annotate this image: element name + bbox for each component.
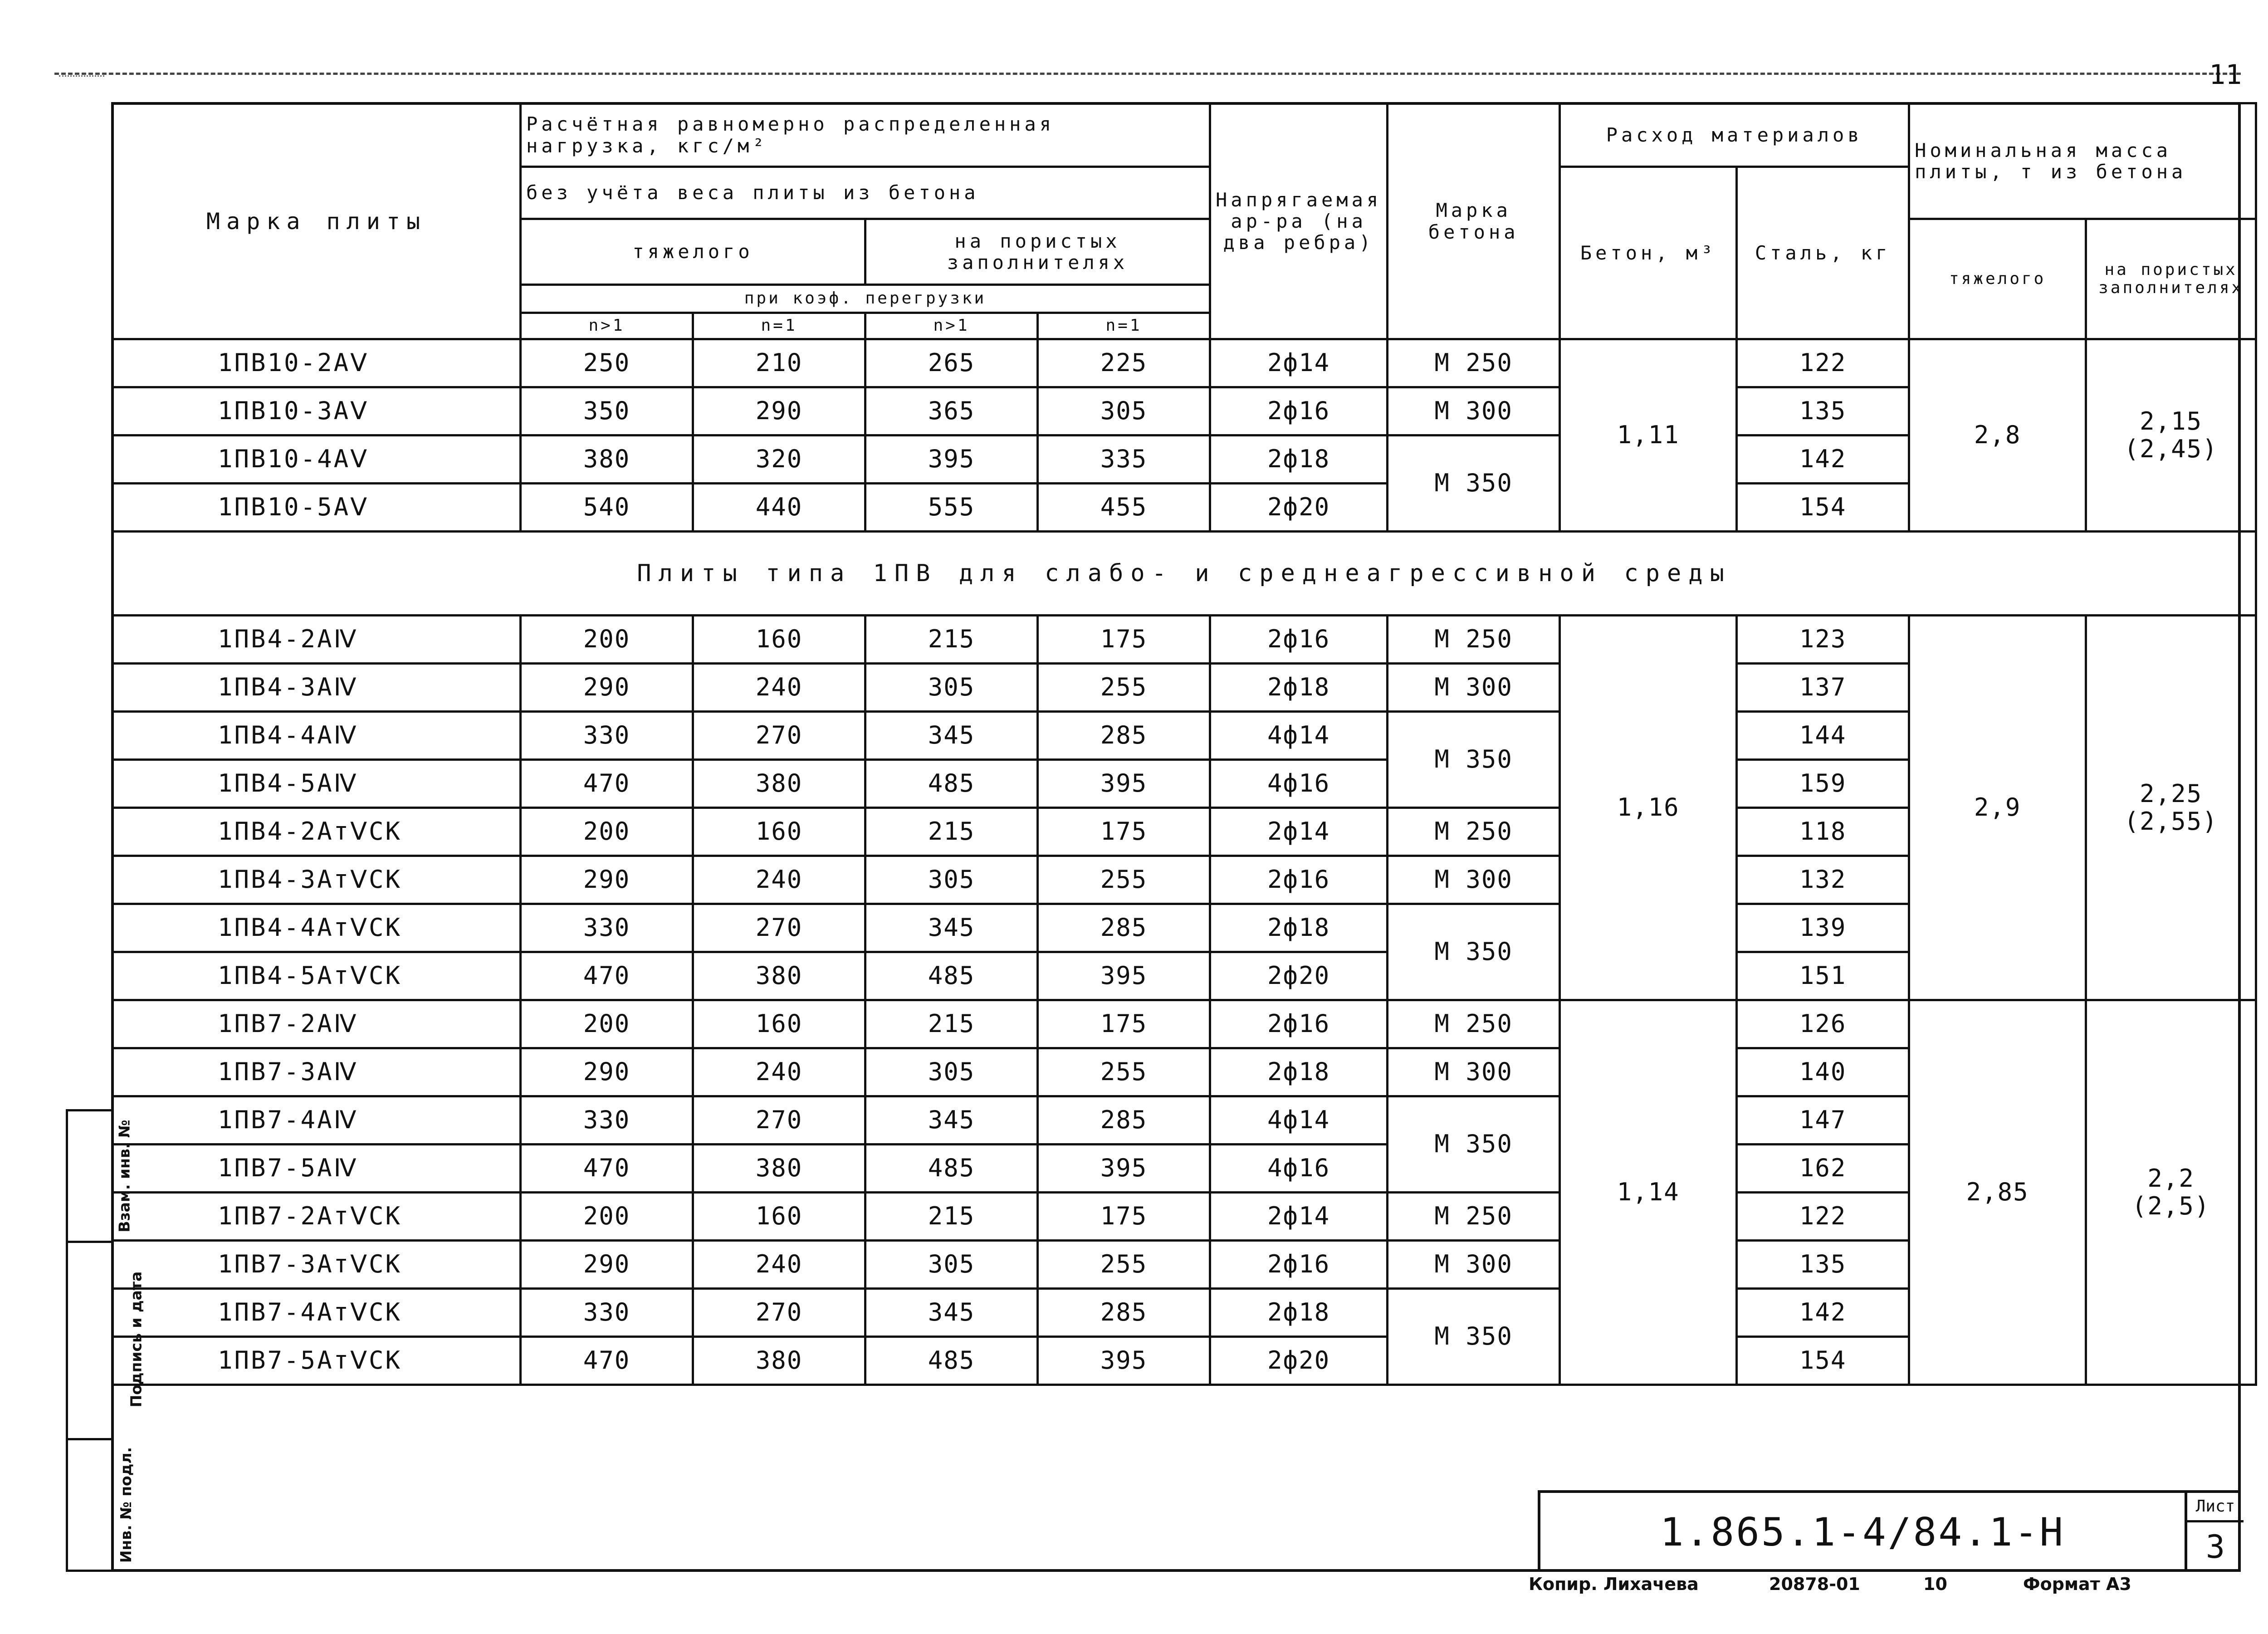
steel-mass: 122 [1737,339,1909,387]
header-steel-kg: Сталь, кг [1737,167,1909,339]
section-caption: Плиты типа 1ПВ для слабо- и среднеагрессивной среды [112,532,2256,616]
load-porous-n-eq1: 395 [1038,1337,1210,1385]
steel-mass: 132 [1737,856,1909,904]
group-3-rows [112,1000,2256,1385]
mass-porous-value: 2,25 [2140,779,2203,808]
load-porous-n-gt1: 215 [865,808,1038,856]
plate-mark: 1ПВ7-5АⅣ [112,1145,521,1193]
plate-mark: 1ПВ4-5АⅣ [112,760,521,808]
header-without-weight: без учёта веса плиты из бетона [521,167,1210,219]
plate-mark: 1ПВ4-3АтⅤСК [112,856,521,904]
format-label: Формат А3 [2023,1574,2131,1594]
steel-mass: 123 [1737,616,1909,664]
plate-mark: 1ПВ10-3АⅤ [112,387,521,435]
plate-mark: 1ПВ7-5АтⅤСК [112,1337,521,1385]
load-heavy-n-gt1: 200 [521,808,693,856]
rebar: 4ф16 [1210,760,1388,808]
header-overload: при коэф. перегрузки [521,285,1210,313]
header-materials: Расход материалов [1560,103,1909,167]
load-heavy-n-gt1: 200 [521,1193,693,1241]
concrete-grade: М 350 [1388,1289,1560,1385]
table-row [112,339,2256,387]
plate-mark: 1ПВ4-4АтⅤСК [112,904,521,952]
load-porous-n-gt1: 395 [865,435,1038,484]
load-heavy-n-gt1: 330 [521,1096,693,1145]
steel-mass: 137 [1737,664,1909,712]
concrete-grade: М 300 [1388,387,1560,435]
concrete-grade: М 350 [1388,435,1560,532]
steel-mass: 147 [1737,1096,1909,1145]
plate-mark: 1ПВ7-3АⅣ [112,1048,521,1096]
header-rebar: Напрягаемая ар-ра (на два ребра) [1210,103,1388,339]
concrete-volume: 1,16 [1560,616,1737,1000]
load-porous-n-gt1: 305 [865,1241,1038,1289]
load-porous-n-gt1: 365 [865,387,1038,435]
header-heavy: тяжелого [521,219,865,285]
load-heavy-n-eq1: 380 [693,952,865,1000]
rebar: 2ф18 [1210,664,1388,712]
table-row [112,616,2256,664]
concrete-grade: М 350 [1388,1096,1560,1193]
plate-mark: 1ПВ10-4АⅤ [112,435,521,484]
load-porous-n-eq1: 175 [1038,808,1210,856]
document-code: 1.865.1-4/84.1-Н [1660,1510,2065,1555]
load-heavy-n-gt1: 200 [521,1000,693,1048]
concrete-grade: М 300 [1388,1048,1560,1096]
load-heavy-n-eq1: 210 [693,339,865,387]
top-dashed-line [54,73,2241,75]
concrete-grade: М 250 [1388,1193,1560,1241]
rebar: 2ф20 [1210,1337,1388,1385]
mass-porous [2086,339,2256,532]
load-porous-n-gt1: 485 [865,1337,1038,1385]
title-block [1538,1490,2241,1572]
load-porous-n-eq1: 175 [1038,616,1210,664]
load-porous-n-eq1: 225 [1038,339,1210,387]
load-heavy-n-gt1: 290 [521,1048,693,1096]
load-porous-n-eq1: 285 [1038,1289,1210,1337]
concrete-grade: М 350 [1388,712,1560,808]
signature-date-label: Подпись и дата [127,1271,145,1408]
load-porous-n-eq1: 255 [1038,1048,1210,1096]
load-porous-n-eq1: 455 [1038,484,1210,532]
load-porous-n-eq1: 255 [1038,1241,1210,1289]
left-dotted-line [59,75,104,77]
concrete-volume: 1,11 [1560,339,1737,532]
load-heavy-n-gt1: 290 [521,1241,693,1289]
load-heavy-n-eq1: 380 [693,1145,865,1193]
header-porous: на пористых заполнителях [865,219,1210,285]
plate-mark: 1ПВ7-3АтⅤСК [112,1241,521,1289]
mass-porous-alt-value: (2,5) [2131,1191,2210,1220]
concrete-grade: М 300 [1388,856,1560,904]
mass-porous-value: 2,2 [2147,1164,2195,1193]
load-porous-n-gt1: 485 [865,952,1038,1000]
load-porous-n-eq1: 255 [1038,664,1210,712]
load-heavy-n-eq1: 290 [693,387,865,435]
plate-mark: 1ПВ7-4АтⅤСК [112,1289,521,1337]
load-heavy-n-gt1: 330 [521,712,693,760]
load-heavy-n-eq1: 270 [693,712,865,760]
table-row [112,1000,2256,1048]
header-concrete-m3: Бетон, м³ [1560,167,1737,339]
rebar: 2ф14 [1210,339,1388,387]
rebar: 4ф16 [1210,1145,1388,1193]
steel-mass: 118 [1737,808,1909,856]
load-heavy-n-eq1: 160 [693,616,865,664]
steel-mass: 162 [1737,1145,1909,1193]
specification-table [111,102,2257,1386]
mass-heavy: 2,85 [1909,1000,2086,1385]
load-heavy-n-gt1: 380 [521,435,693,484]
load-porous-n-gt1: 345 [865,712,1038,760]
steel-mass: 135 [1737,1241,1909,1289]
plate-mark: 1ПВ4-2АⅣ [112,616,521,664]
header-concrete-grade: Марка бетона [1388,103,1560,339]
load-heavy-n-eq1: 240 [693,664,865,712]
header-load-title: Расчётная равномерно распределенная нагрузка, кгс/м² [521,103,1210,167]
rebar: 4ф14 [1210,1096,1388,1145]
plate-mark: 1ПВ10-2АⅤ [112,339,521,387]
rebar: 2ф18 [1210,435,1388,484]
concrete-grade: М 350 [1388,904,1560,1000]
group-2-rows [112,616,2256,1000]
orig-inv-label: Инв. № подл. [117,1447,135,1563]
load-porous-n-gt1: 345 [865,904,1038,952]
load-porous-n-eq1: 285 [1038,712,1210,760]
load-heavy-n-gt1: 290 [521,664,693,712]
load-heavy-n-eq1: 240 [693,856,865,904]
steel-mass: 142 [1737,1289,1909,1337]
mass-porous-alt-value: (2,45) [2124,434,2218,463]
steel-mass: 122 [1737,1193,1909,1241]
load-porous-n-gt1: 485 [865,1145,1038,1193]
load-heavy-n-eq1: 160 [693,1193,865,1241]
plate-mark: 1ПВ7-2АтⅤСК [112,1193,521,1241]
mass-porous [2086,616,2256,1000]
load-heavy-n-gt1: 290 [521,856,693,904]
mass-heavy: 2,8 [1909,339,2086,532]
load-heavy-n-eq1: 320 [693,435,865,484]
load-heavy-n-eq1: 240 [693,1241,865,1289]
rebar: 2ф14 [1210,808,1388,856]
sheet-number: 3 [2205,1528,2225,1566]
load-porous-n-eq1: 335 [1038,435,1210,484]
order-number: 20878-01 [1769,1574,1860,1594]
steel-mass: 159 [1737,760,1909,808]
rebar: 2ф16 [1210,1000,1388,1048]
mass-porous-value: 2,15 [2140,407,2203,436]
header-n-eq1: n=1 [693,313,865,339]
load-heavy-n-eq1: 440 [693,484,865,532]
load-porous-n-gt1: 265 [865,339,1038,387]
load-porous-n-gt1: 215 [865,1193,1038,1241]
header-mass-porous: на пористых заполнителях [2086,219,2256,339]
load-heavy-n-gt1: 470 [521,1337,693,1385]
header-mass-heavy: тяжелого [1909,219,2086,339]
rebar: 2ф16 [1210,1241,1388,1289]
group-1-rows [112,339,2256,532]
extra-number: 10 [1923,1574,1947,1594]
rebar: 2ф16 [1210,616,1388,664]
load-heavy-n-eq1: 380 [693,1337,865,1385]
load-porous-n-eq1: 175 [1038,1000,1210,1048]
load-porous-n-eq1: 395 [1038,952,1210,1000]
plate-mark: 1ПВ7-2АⅣ [112,1000,521,1048]
steel-mass: 144 [1737,712,1909,760]
rebar: 2ф20 [1210,484,1388,532]
load-heavy-n-gt1: 540 [521,484,693,532]
load-porous-n-eq1: 395 [1038,760,1210,808]
load-porous-n-eq1: 285 [1038,904,1210,952]
table-header [112,103,2256,339]
concrete-grade: М 250 [1388,339,1560,387]
copied-by: Копир. Лихачева [1529,1574,1699,1594]
concrete-volume: 1,14 [1560,1000,1737,1385]
section-caption-row [112,532,2256,616]
header-n-gt1: n>1 [865,313,1038,339]
steel-mass: 140 [1737,1048,1909,1096]
load-heavy-n-gt1: 330 [521,1289,693,1337]
load-porous-n-eq1: 305 [1038,387,1210,435]
load-heavy-n-eq1: 270 [693,904,865,952]
rebar: 2ф18 [1210,904,1388,952]
mass-heavy: 2,9 [1909,616,2086,1000]
load-porous-n-eq1: 255 [1038,856,1210,904]
load-heavy-n-eq1: 380 [693,760,865,808]
load-porous-n-gt1: 555 [865,484,1038,532]
load-heavy-n-gt1: 200 [521,616,693,664]
concrete-grade: М 250 [1388,616,1560,664]
mass-porous-alt-value: (2,55) [2124,807,2218,836]
load-heavy-n-eq1: 270 [693,1096,865,1145]
load-heavy-n-eq1: 160 [693,1000,865,1048]
rebar: 4ф14 [1210,712,1388,760]
plate-mark: 1ПВ4-3АⅣ [112,664,521,712]
steel-mass: 135 [1737,387,1909,435]
load-porous-n-gt1: 345 [865,1096,1038,1145]
steel-mass: 139 [1737,904,1909,952]
load-porous-n-gt1: 305 [865,664,1038,712]
concrete-grade: М 250 [1388,808,1560,856]
page-number: 11 [2209,59,2242,91]
side-stamp-strip [66,1109,145,1572]
plate-mark: 1ПВ4-4АⅣ [112,712,521,760]
rebar: 2ф16 [1210,856,1388,904]
rebar: 2ф16 [1210,387,1388,435]
plate-mark: 1ПВ4-2АтⅤСК [112,808,521,856]
rebar: 2ф18 [1210,1289,1388,1337]
concrete-grade: М 300 [1388,664,1560,712]
sheet-box [2185,1493,2244,1572]
header-n-gt1: n>1 [521,313,693,339]
load-porous-n-gt1: 305 [865,856,1038,904]
steel-mass: 142 [1737,435,1909,484]
load-porous-n-eq1: 285 [1038,1096,1210,1145]
header-mark: Марка плиты [112,103,521,339]
sheet-label: Лист [2187,1493,2244,1522]
concrete-grade: М 300 [1388,1241,1560,1289]
load-heavy-n-eq1: 240 [693,1048,865,1096]
load-heavy-n-gt1: 250 [521,339,693,387]
steel-mass: 154 [1737,484,1909,532]
load-porous-n-gt1: 215 [865,616,1038,664]
load-heavy-n-eq1: 160 [693,808,865,856]
header-n-eq1: n=1 [1038,313,1210,339]
steel-mass: 154 [1737,1337,1909,1385]
steel-mass: 126 [1737,1000,1909,1048]
load-porous-n-gt1: 305 [865,1048,1038,1096]
load-heavy-n-gt1: 470 [521,952,693,1000]
load-heavy-n-eq1: 270 [693,1289,865,1337]
load-porous-n-gt1: 485 [865,760,1038,808]
load-porous-n-eq1: 395 [1038,1145,1210,1193]
concrete-grade: М 250 [1388,1000,1560,1048]
header-mass: Номинальная масса плиты, т из бетона [1909,103,2256,219]
load-heavy-n-gt1: 470 [521,1145,693,1193]
rebar: 2ф18 [1210,1048,1388,1096]
load-heavy-n-gt1: 350 [521,387,693,435]
plate-mark: 1ПВ4-5АтⅤСК [112,952,521,1000]
rebar: 2ф20 [1210,952,1388,1000]
plate-mark: 1ПВ10-5АⅤ [112,484,521,532]
rebar: 2ф14 [1210,1193,1388,1241]
load-porous-n-gt1: 215 [865,1000,1038,1048]
steel-mass: 151 [1737,952,1909,1000]
replace-inv-label: Взам. инв. № [115,1120,133,1233]
load-porous-n-eq1: 175 [1038,1193,1210,1241]
load-heavy-n-gt1: 330 [521,904,693,952]
load-heavy-n-gt1: 470 [521,760,693,808]
mass-porous [2086,1000,2256,1385]
load-porous-n-gt1: 345 [865,1289,1038,1337]
plate-mark: 1ПВ7-4АⅣ [112,1096,521,1145]
